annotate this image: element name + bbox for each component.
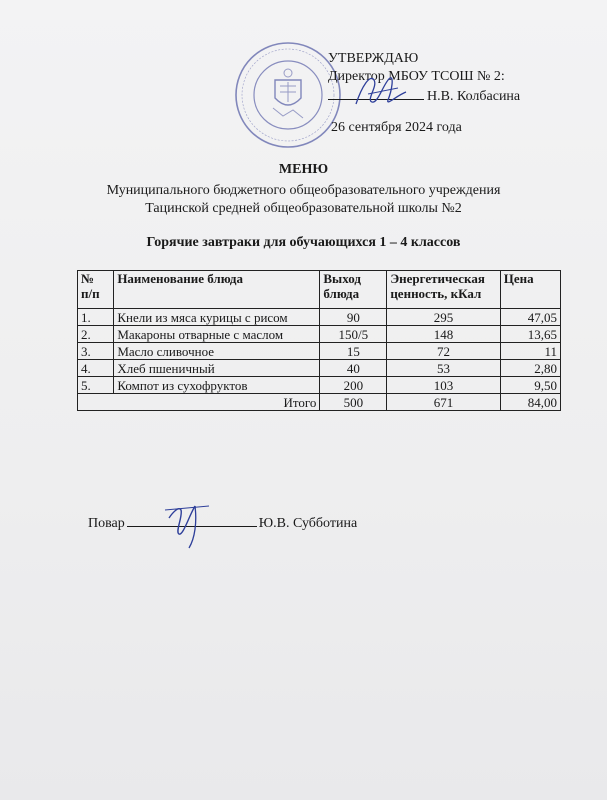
cell-energy: 148 — [387, 326, 500, 343]
cook-role: Повар — [88, 516, 125, 531]
header-output: Выход блюда — [320, 271, 387, 309]
cell-name: Кнели из мяса курицы с рисом — [114, 309, 320, 326]
cell-price: 13,65 — [500, 326, 560, 343]
cell-num: 2. — [78, 326, 114, 343]
cell-output: 200 — [320, 377, 387, 394]
total-output: 500 — [320, 394, 387, 411]
cell-name: Компот из сухофруктов — [114, 377, 320, 394]
cook-signature — [155, 492, 225, 552]
approval-date: 26 сентября 2024 года — [331, 120, 462, 135]
cell-price: 9,50 — [500, 377, 560, 394]
organization-line-2: Тацинской средней общеобразовательной школы №2 — [145, 201, 462, 216]
school-seal-stamp — [233, 40, 343, 150]
cell-price: 11 — [500, 343, 560, 360]
organization-line-1: Муниципального бюджетного общеобразовательного учреждения — [106, 183, 501, 198]
cell-energy: 53 — [387, 360, 500, 377]
approval-signatory: Н.В. Колбасина — [427, 89, 521, 104]
menu-table — [77, 270, 561, 411]
total-price: 84,00 — [500, 394, 560, 411]
document-title: МЕНЮ — [278, 162, 329, 177]
table-header-row — [78, 271, 561, 309]
approval-position: Директор МБОУ ТСОШ № 2: — [328, 69, 505, 84]
header-price: Цена — [500, 271, 560, 309]
cell-output: 15 — [320, 343, 387, 360]
cell-energy: 72 — [387, 343, 500, 360]
header-name: Наименование блюда — [114, 271, 320, 309]
cell-num: 1. — [78, 309, 114, 326]
table-row — [78, 326, 561, 343]
cell-name: Масло сливочное — [114, 343, 320, 360]
cell-output: 40 — [320, 360, 387, 377]
cell-name: Макароны отварные с маслом — [114, 326, 320, 343]
cell-num: 4. — [78, 360, 114, 377]
cell-name: Хлеб пшеничный — [114, 360, 320, 377]
cell-energy: 295 — [387, 309, 500, 326]
total-energy: 671 — [387, 394, 500, 411]
cell-output: 150/5 — [320, 326, 387, 343]
total-label: Итого — [78, 394, 320, 411]
cell-num: 5. — [78, 377, 114, 394]
table-row — [78, 360, 561, 377]
director-signature — [348, 66, 418, 114]
table-row — [78, 309, 561, 326]
menu-subtitle: Горячие завтраки для обучающихся 1 – 4 классов — [146, 235, 461, 250]
cell-output: 90 — [320, 309, 387, 326]
cell-num: 3. — [78, 343, 114, 360]
header-energy: Энергетическая ценность, кКал — [387, 271, 500, 309]
cell-energy: 103 — [387, 377, 500, 394]
header-num: № п/п — [78, 271, 114, 309]
table-row — [78, 343, 561, 360]
approval-heading: УТВЕРЖДАЮ — [328, 51, 419, 66]
cell-price: 2,80 — [500, 360, 560, 377]
cook-name: Ю.В. Субботина — [258, 516, 358, 531]
table-row — [78, 377, 561, 394]
table-total-row — [78, 394, 561, 411]
cell-price: 47,05 — [500, 309, 560, 326]
